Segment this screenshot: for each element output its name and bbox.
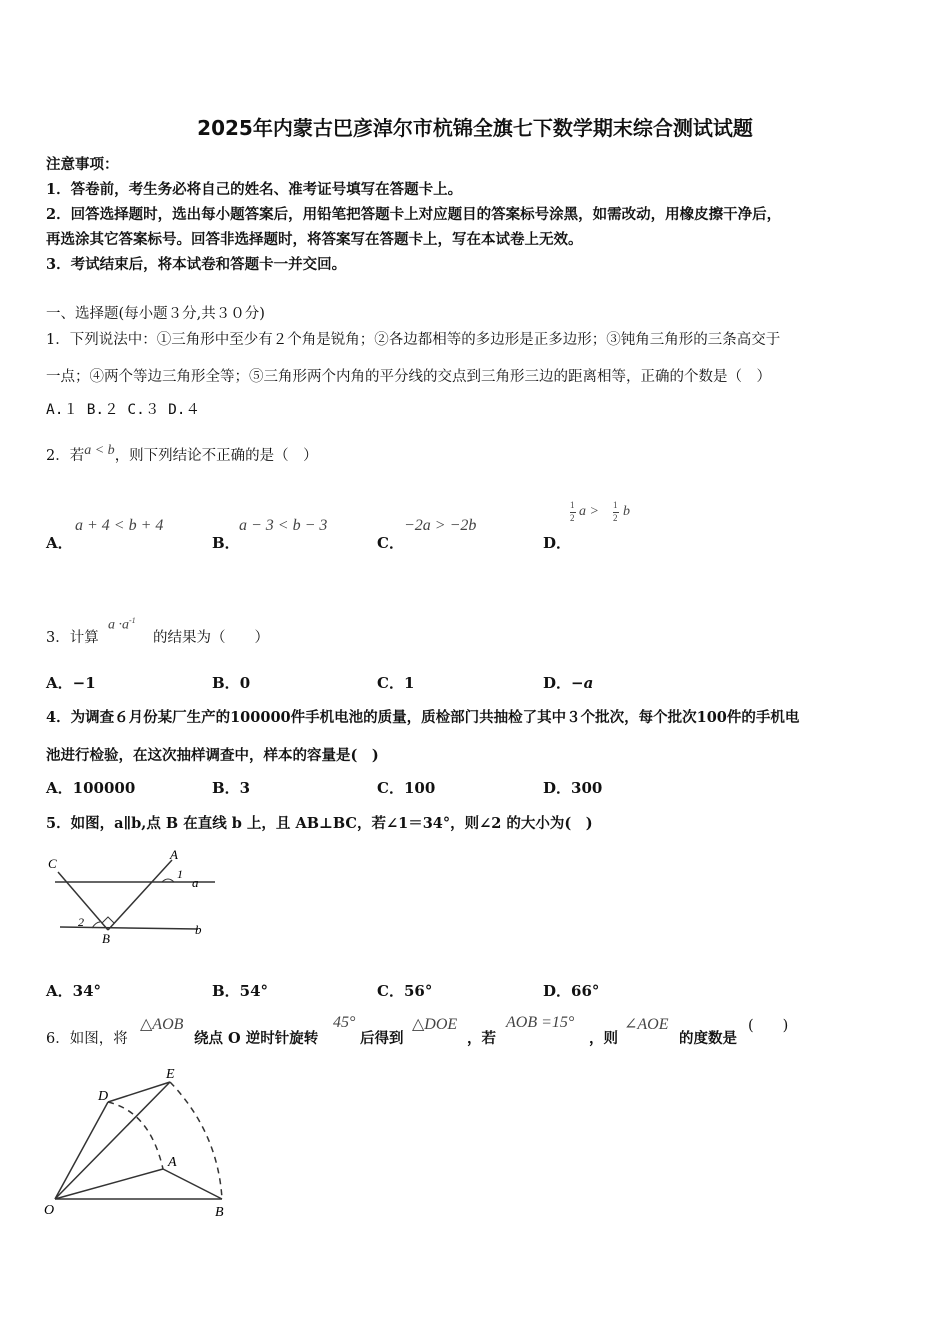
point-b-label: B [215, 1205, 224, 1220]
question-4-option-b: B．3 [212, 779, 251, 797]
question-2-d-frac-num-1: 1 [570, 500, 575, 510]
question-1-line-2: 一点；④两个等边三角形全等；⑤三角形两个内角的平分线的交点到三角形三边的距离相等，正确的个数是（ ） [46, 369, 771, 385]
point-e-label: E [166, 1067, 175, 1082]
segment-oe [55, 1082, 170, 1199]
question-2-d-expr-left: a > [579, 504, 599, 519]
question-3-option-c: C．1 [377, 674, 415, 692]
question-3-expr-base: a ·a [108, 617, 129, 633]
segment-od [55, 1102, 108, 1199]
question-6-answer-paren: ( ) [748, 1018, 789, 1034]
question-3-expr [108, 616, 136, 634]
notes-heading: 注意事项： [46, 156, 119, 173]
notes-item-1: 1．答卷前，考生务必将自己的姓名、准考证号填写在答题卡上。 [46, 181, 463, 198]
question-6-part-6: 的度数是 [679, 1030, 737, 1047]
angle-2-label: 2 [78, 915, 84, 929]
question-6-expr-angle: 45° [333, 1014, 356, 1031]
question-2-stem [46, 444, 318, 465]
point-b-label: B [102, 931, 110, 946]
notes-item-3: 3．考试结束后，将本试卷和答题卡一并交回。 [46, 256, 347, 273]
question-4-line-2: 池进行检验，在这次抽样调查中，样本的容量是( ) [46, 747, 379, 764]
question-6-part-5: ，则 [589, 1030, 618, 1047]
page-title: 2025年内蒙古巴彦淖尔市杭锦全旗七下数学期末综合测试试题 [197, 116, 753, 140]
point-a-label: A [170, 847, 178, 862]
line-b-label: b [195, 922, 202, 937]
question-2-d-frac-num-2: 1 [613, 500, 618, 510]
point-o-label: O [44, 1203, 55, 1218]
question-2-option-d-expr [570, 500, 640, 532]
line-a-label: a [192, 875, 199, 890]
question-5-stem: 5．如图，a∥b,点 B 在直线 b 上，且 AB⊥BC，若∠1＝34°，则∠2 的大小为( ) [46, 815, 593, 832]
question-4-option-a: A．100000 [46, 779, 136, 797]
section-heading: 一、选择题(每小题３分,共３０分) [46, 306, 265, 322]
question-2-option-a-label: A． [46, 534, 73, 552]
point-c-label: C [48, 856, 57, 871]
question-3-option-b: B．0 [212, 674, 251, 692]
question-3-suffix: 的结果为（ ） [153, 630, 269, 646]
question-6-expr-angle-aoe: ∠AOE [624, 1016, 669, 1033]
question-2-condition: a < b [84, 443, 115, 458]
question-5-option-a: A．34° [46, 982, 102, 1000]
question-2-d-expr-right: b [623, 504, 630, 519]
question-4-option-c: C．100 [377, 779, 436, 797]
question-6-expr-given: AOB =15° [506, 1014, 575, 1031]
question-5-option-d: D．66° [543, 982, 600, 1000]
question-6-expr-triangle-doe: △DOE [412, 1016, 458, 1033]
question-2-prefix: 2．若 [46, 448, 85, 464]
point-d-label: D [98, 1089, 109, 1104]
arc-eb [170, 1082, 222, 1199]
question-3-option-a: A．−1 [46, 674, 96, 692]
question-6-part-3: 后得到 [360, 1030, 404, 1047]
arc-da [108, 1102, 163, 1169]
angle-1-label: 1 [177, 867, 183, 881]
question-5-option-c: C．56° [377, 982, 433, 1000]
question-2-option-d-label: D． [543, 534, 572, 552]
question-2-option-b-label: B． [212, 534, 240, 552]
segment-ab [163, 1169, 222, 1199]
question-2-option-b-expr: a − 3 < b − 3 [239, 517, 328, 534]
right-angle-mark [102, 917, 114, 923]
segment-oa [55, 1169, 163, 1199]
question-2-option-c-label: C． [377, 534, 404, 552]
question-2-option-c-expr: −2a > −2b [404, 517, 477, 534]
question-6-part-4: ，若 [467, 1030, 496, 1047]
question-3-expr-sup: -1 [129, 616, 136, 625]
question-2-suffix: ，则下列结论不正确的是（ ） [114, 448, 318, 464]
question-1-options: A.１ B.２ C.３ D.４ [46, 402, 201, 418]
question-3-prefix: 3．计算 [46, 630, 99, 646]
notes-item-2-line-1: 2．回答选择题时，选出每小题答案后，用铅笔把答题卡上对应题目的答案标号涂黑，如需改动，用橡皮擦干净后， [46, 206, 782, 223]
question-1-line-1: 1．下列说法中：①三角形中至少有２个角是锐角；②各边都相等的多边形是正多边形；③钝角三角形的三条高交于 [46, 332, 781, 348]
question-2-d-frac-den-1: 2 [570, 513, 575, 523]
question-2-option-a-expr: a + 4 < b + 4 [75, 517, 164, 534]
question-5-figure [40, 842, 215, 947]
question-6-part-1: 6．如图，将 [46, 1031, 128, 1047]
question-4-line-1: 4．为调查６月份某厂生产的100000件手机电池的质量，质检部门共抽检了其中３个批次，每个批次100件的手机电 [46, 709, 800, 726]
point-a-label: A [168, 1155, 177, 1170]
question-4-option-d: D．300 [543, 779, 603, 797]
question-6-expr-triangle-aob: △AOB [140, 1016, 184, 1033]
notes-item-2-line-2: 再选涂其它答案标号。回答非选择题时，将答案写在答题卡上，写在本试卷上无效。 [46, 231, 583, 248]
question-6-figure [40, 1062, 240, 1222]
question-3-option-d: D．−a [543, 674, 594, 692]
question-6-part-2: 绕点 O 逆时针旋转 [194, 1030, 319, 1047]
segment-ba [108, 860, 172, 930]
question-5-option-b: B．54° [212, 982, 269, 1000]
question-2-d-frac-den-2: 2 [613, 513, 618, 523]
